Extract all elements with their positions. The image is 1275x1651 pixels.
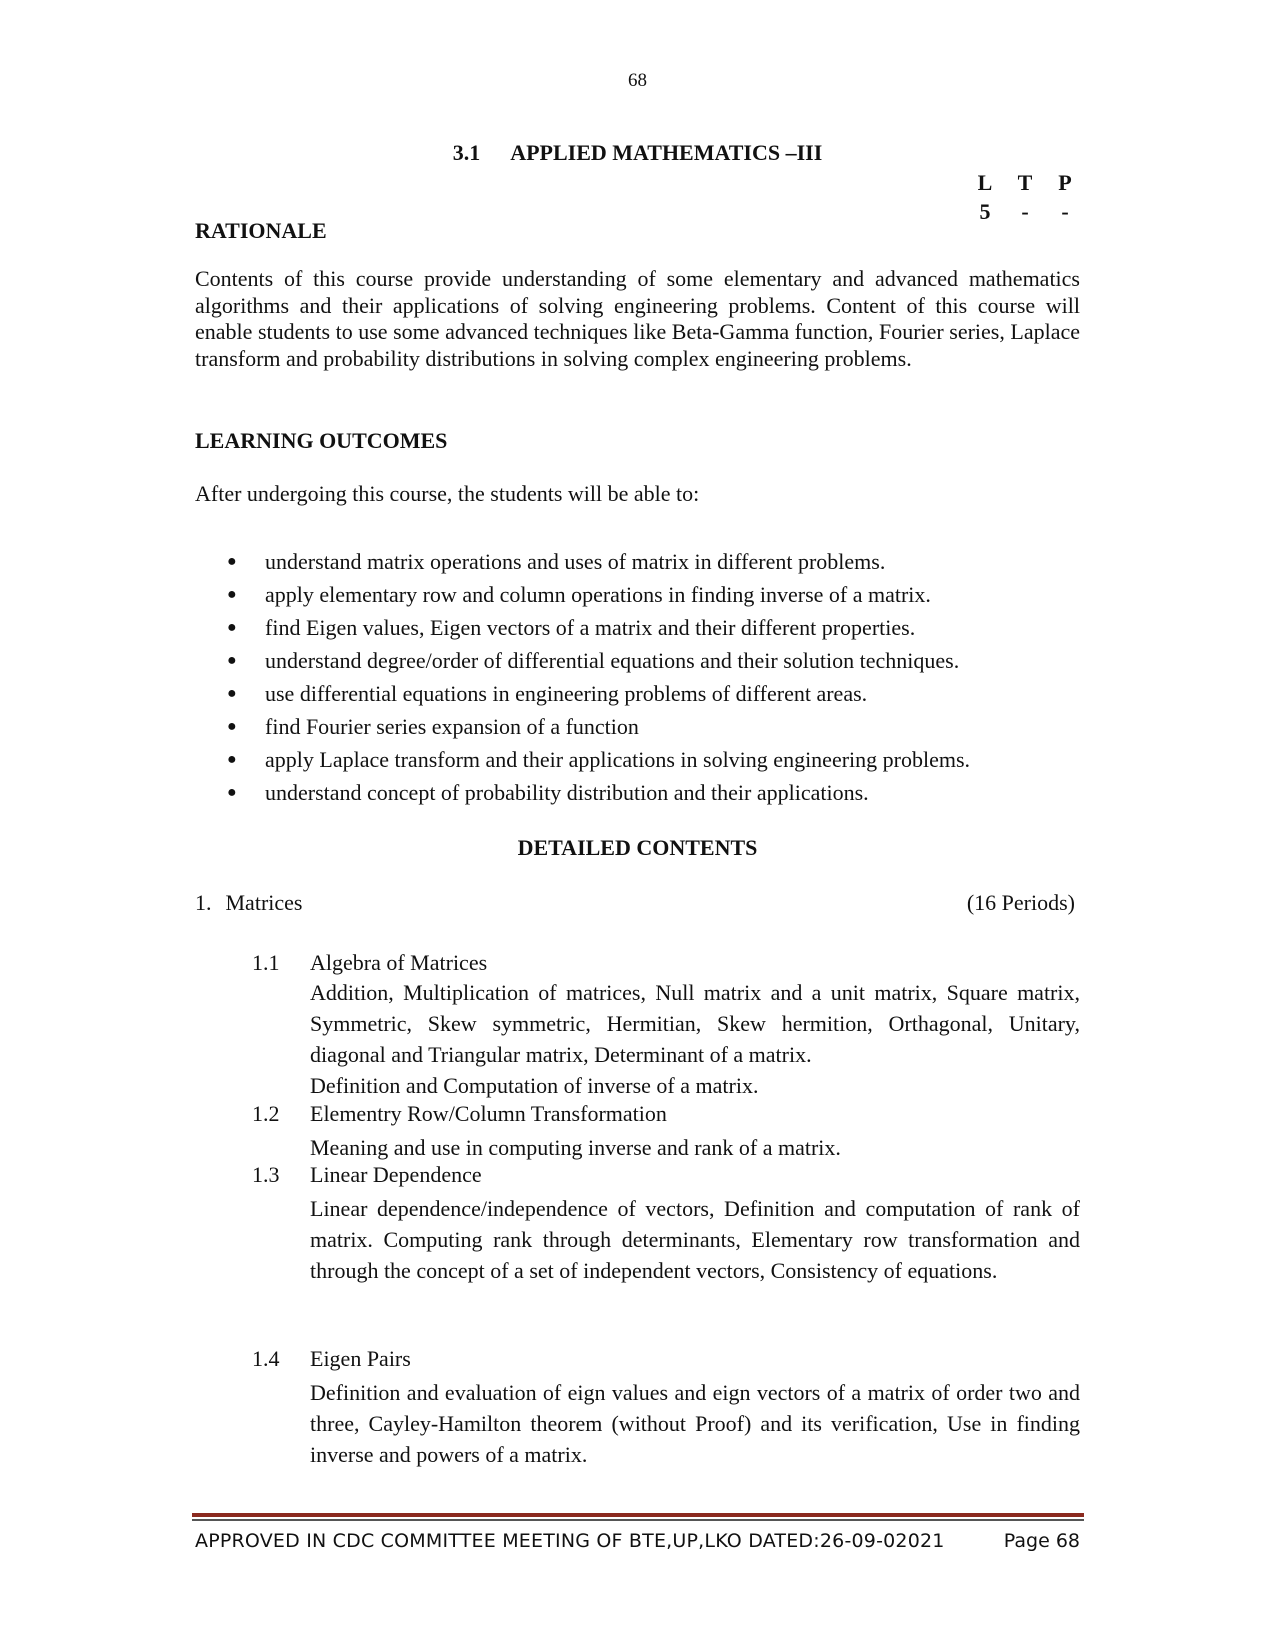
- footer-rule-thin: [192, 1519, 1084, 1521]
- ltp-value-t: -: [1021, 198, 1029, 224]
- learning-outcomes-list: [195, 545, 1095, 809]
- subsection-title: Algebra of Matrices: [310, 950, 488, 975]
- bullet-icon: ●: [227, 586, 237, 603]
- subsection-description: Definition and Computation of inverse of a matrix.: [310, 1073, 759, 1098]
- list-item: ● understand matrix operations and uses of matrix in different problems.: [195, 545, 1095, 578]
- footer-approval-text: APPROVED IN CDC COMMITTEE MEETING OF BTE,UP,LKO DATED:26-09-02021: [195, 1530, 945, 1552]
- ltp-header-row: [965, 168, 1085, 197]
- course-number: 3.1: [452, 140, 481, 165]
- subsection-number: 1.1: [252, 950, 280, 975]
- ltp-value-p: -: [1061, 198, 1069, 224]
- bullet-icon: ●: [227, 718, 237, 735]
- footer-page-number: Page 68: [1003, 1530, 1080, 1552]
- bullet-icon: ●: [227, 751, 237, 768]
- detailed-contents-heading: DETAILED CONTENTS: [517, 835, 758, 860]
- ltp-header-l: L: [977, 169, 993, 195]
- footer-rule-thick: [192, 1513, 1084, 1517]
- unit-number: 1.: [195, 890, 212, 915]
- bullet-icon: ●: [227, 784, 237, 801]
- page-number-top: 68: [628, 70, 647, 91]
- rationale-text: Contents of this course provide understanding of some elementary and advanced mathematics algorithms and their applications of solving engineering problems. Content of this course will enable students to use some advanced techniques like Beta-Gamma function, Fourier series, Laplace transform and probability distributions in solving complex engineering problems.: [195, 266, 1080, 371]
- course-name: APPLIED MATHEMATICS –III: [510, 140, 823, 165]
- ltp-value-row: [965, 197, 1085, 226]
- subsection-description: Meaning and use in computing inverse and rank of a matrix.: [310, 1135, 841, 1160]
- subsection-title: Eigen Pairs: [310, 1346, 411, 1371]
- ltp-table: [965, 168, 1085, 226]
- subsection-description: Definition and evaluation of eign values and eign vectors of a matrix of order two and three, Cayley-Hamilton theorem (without Proof) and its verification, Use in finding inverse and powers of a matrix.: [310, 1380, 1080, 1467]
- bullet-icon: ●: [227, 652, 237, 669]
- subsection-number: 1.2: [252, 1101, 280, 1126]
- bullet-icon: ●: [227, 685, 237, 702]
- subsection-title: Elementry Row/Column Transformation: [310, 1101, 667, 1126]
- subsection-description: Linear dependence/independence of vectors, Definition and computation of rank of matrix. Computing rank through determinants, Elementary row transformation and through the concept of a set of independent vectors, Consistency of equations.: [310, 1196, 1080, 1283]
- subsection-number: 1.4: [252, 1346, 280, 1371]
- list-item: ● find Fourier series expansion of a function: [195, 710, 1095, 743]
- bullet-icon: ●: [227, 553, 237, 570]
- ltp-header-t: T: [1017, 169, 1033, 195]
- rationale-heading: RATIONALE: [195, 218, 327, 243]
- list-item: ● apply Laplace transform and their applications in solving engineering problems.: [195, 743, 1095, 776]
- list-item: ● apply elementary row and column operations in finding inverse of a matrix.: [195, 578, 1095, 611]
- ltp-header-p: P: [1058, 169, 1072, 195]
- unit-row: [195, 890, 1075, 916]
- subsection-number: 1.3: [252, 1162, 280, 1187]
- list-item: ● use differential equations in engineering problems of different areas.: [195, 677, 1095, 710]
- unit-label: [195, 890, 302, 916]
- list-item: ● understand degree/order of differential equations and their solution techniques.: [195, 644, 1095, 677]
- learning-outcomes-intro: After undergoing this course, the students will be able to:: [195, 481, 700, 506]
- course-title: [0, 140, 1275, 166]
- ltp-value-l: 5: [979, 198, 991, 224]
- subsection-title: Linear Dependence: [310, 1162, 482, 1187]
- list-item: ● find Eigen values, Eigen vectors of a matrix and their different properties.: [195, 611, 1095, 644]
- list-item: ● understand concept of probability distribution and their applications.: [195, 776, 1095, 809]
- learning-outcomes-heading: LEARNING OUTCOMES: [195, 428, 448, 453]
- unit-periods: (16 Periods): [966, 890, 1075, 915]
- subsection-description: Addition, Multiplication of matrices, Null matrix and a unit matrix, Square matrix, Symmetric, Skew symmetric, Hermitian, Skew hermition, Orthagonal, Unitary, diagonal and Triangular matrix, Determinant of a matrix.: [310, 980, 1080, 1067]
- bullet-icon: ●: [227, 619, 237, 636]
- unit-title: Matrices: [225, 890, 303, 915]
